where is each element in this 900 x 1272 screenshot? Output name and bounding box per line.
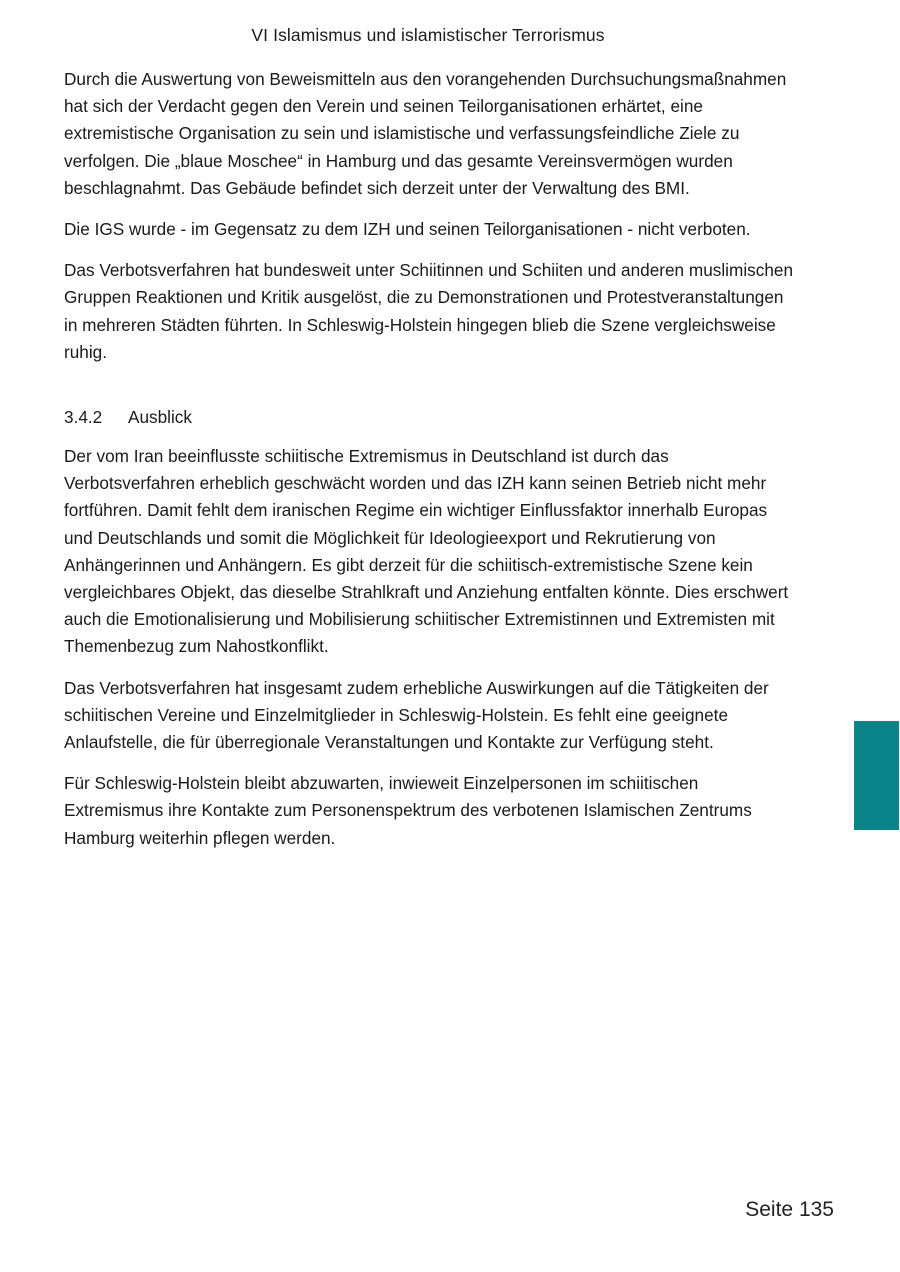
paragraph: Das Verbotsverfahren hat bundesweit unter Schiitinnen und Schiiten und anderen muslimischen Gruppen Reaktionen und Kritik ausgelöst, die zu Demonstrationen und Protestveranstaltungen in mehreren Städten führten. In Schleswig-Holstein hingegen blieb die Szene vergleichsweise ruhig. bbox=[64, 260, 793, 362]
paragraph: Für Schleswig-Holstein bleibt abzuwarten, inwieweit Einzelpersonen im schiitischen Extremismus ihre Kontakte zum Personenspektrum des verbotenen Islamischen Zentrums Hamburg weiterhin pflegen werden. bbox=[64, 773, 752, 848]
running-header: VI Islamismus und islamistischer Terrorismus bbox=[251, 25, 605, 45]
paragraph: Das Verbotsverfahren hat insgesamt zudem erhebliche Auswirkungen auf die Tätigkeiten der schiitischen Vereine und Einzelmitglieder in Schleswig-Holstein. Es fehlt eine geeignete Anlaufstelle, die für überregionale Veranstaltungen und Kontakte zur Verfügung steht. bbox=[64, 677, 769, 753]
paragraph: Die IGS wurde - im Gegensatz zu dem IZH und seinen Teilorganisationen - nicht verboten. bbox=[64, 219, 751, 240]
paragraph: Der vom Iran beeinflusste schiitische Extremismus in Deutschland ist durch das Verbotsverfahren erheblich geschwächt worden und das IZH kann seinen Betrieb nicht mehr fortführen. Damit fehlt dem iranischen Regime ein wichtiger Einflussfaktor innerhalb Europas und Deutschlands und somit die Möglichkeit für Ideologieexport und Rekrutierung von Anhängerinnen und Anhängern. Es gibt derzeit für die schiitisch-extremistische Szene kein vergleichbares Objekt, das dieselbe Strahlkraft und Anziehung entfalten könnte. Dies erschwert auch die Emotionalisierung und Mobilisierung schiitischer Extremistinnen und Extremisten mit Themenbezug zum Nahostkonflikt. bbox=[64, 446, 789, 657]
document-body bbox=[64, 66, 800, 866]
paragraph: Durch die Auswertung von Beweismitteln aus den vorangehenden Durchsuchungsmaßnahmen hat sich der Verdacht gegen den Verein und seinen Teilorganisationen erhärtet, eine extremistische Organisation zu sein und islamistische und verfassungsfeindliche Ziele zu verfolgen. Die „blaue Moschee“ in Hamburg und das gesamte Vereinsvermögen wurden beschlagnahmt. Das Gebäude befindet sich derzeit unter der Verwaltung des BMI. bbox=[64, 69, 787, 198]
page-number: Seite 135 bbox=[745, 1198, 834, 1221]
section-title: Ausblick bbox=[128, 407, 192, 428]
section-number: 3.4.2 bbox=[64, 407, 103, 428]
section-heading bbox=[64, 404, 800, 431]
chapter-side-tab bbox=[854, 721, 899, 830]
